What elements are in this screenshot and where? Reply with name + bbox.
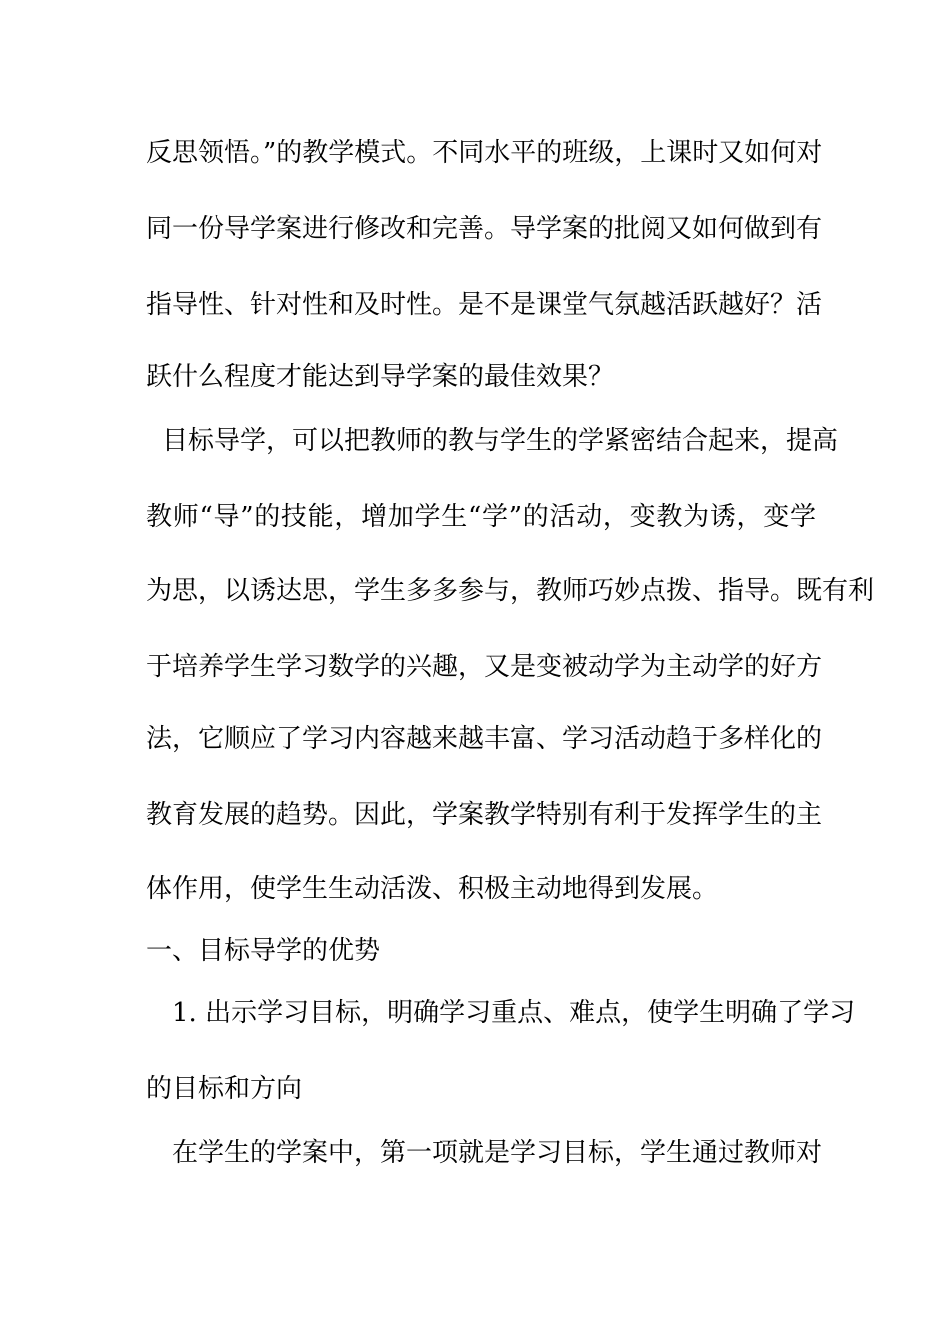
paragraph-first-line: 在学生的学案中，第一项就是学习目标，学生通过教师对: [172, 1138, 823, 1168]
text-line: 于培养学生学习数学的兴趣，又是变被动学为主动学的好方: [146, 652, 823, 682]
section-heading: 一、目标导学的优势: [146, 936, 381, 966]
text-line: 教师“导”的技能，增加学生“学”的活动，变教为诱，变学: [146, 502, 816, 532]
text-line: 反思领悟。”的教学模式。不同水平的班级，上课时又如何对: [146, 138, 823, 168]
text-line: 体作用，使学生生动活泼、积极主动地得到发展。: [146, 874, 719, 904]
text-line: 教育发展的趋势。因此，学案教学特别有利于发挥学生的主: [146, 800, 823, 830]
text-line: 指导性、针对性和及时性。是不是课堂气氛越活跃越好？活: [146, 290, 823, 320]
text-line: 跃什么程度才能达到导学案的最佳效果？: [146, 362, 615, 392]
text-line: 的目标和方向: [146, 1074, 303, 1104]
paragraph-first-line: 目标导学，可以把教师的教与学生的学紧密结合起来，提高: [162, 426, 839, 456]
text-line: 同一份导学案进行修改和完善。导学案的批阅又如何做到有: [146, 214, 823, 244]
subsection-heading: 1. 出示学习目标，明确学习重点、难点，使学生明确了学习: [172, 998, 856, 1028]
text-line: 为思，以诱达思，学生多多参与，教师巧妙点拨、指导。既有利: [146, 576, 875, 606]
text-line: 法，它顺应了学习内容越来越丰富、学习活动趋于多样化的: [146, 724, 823, 754]
